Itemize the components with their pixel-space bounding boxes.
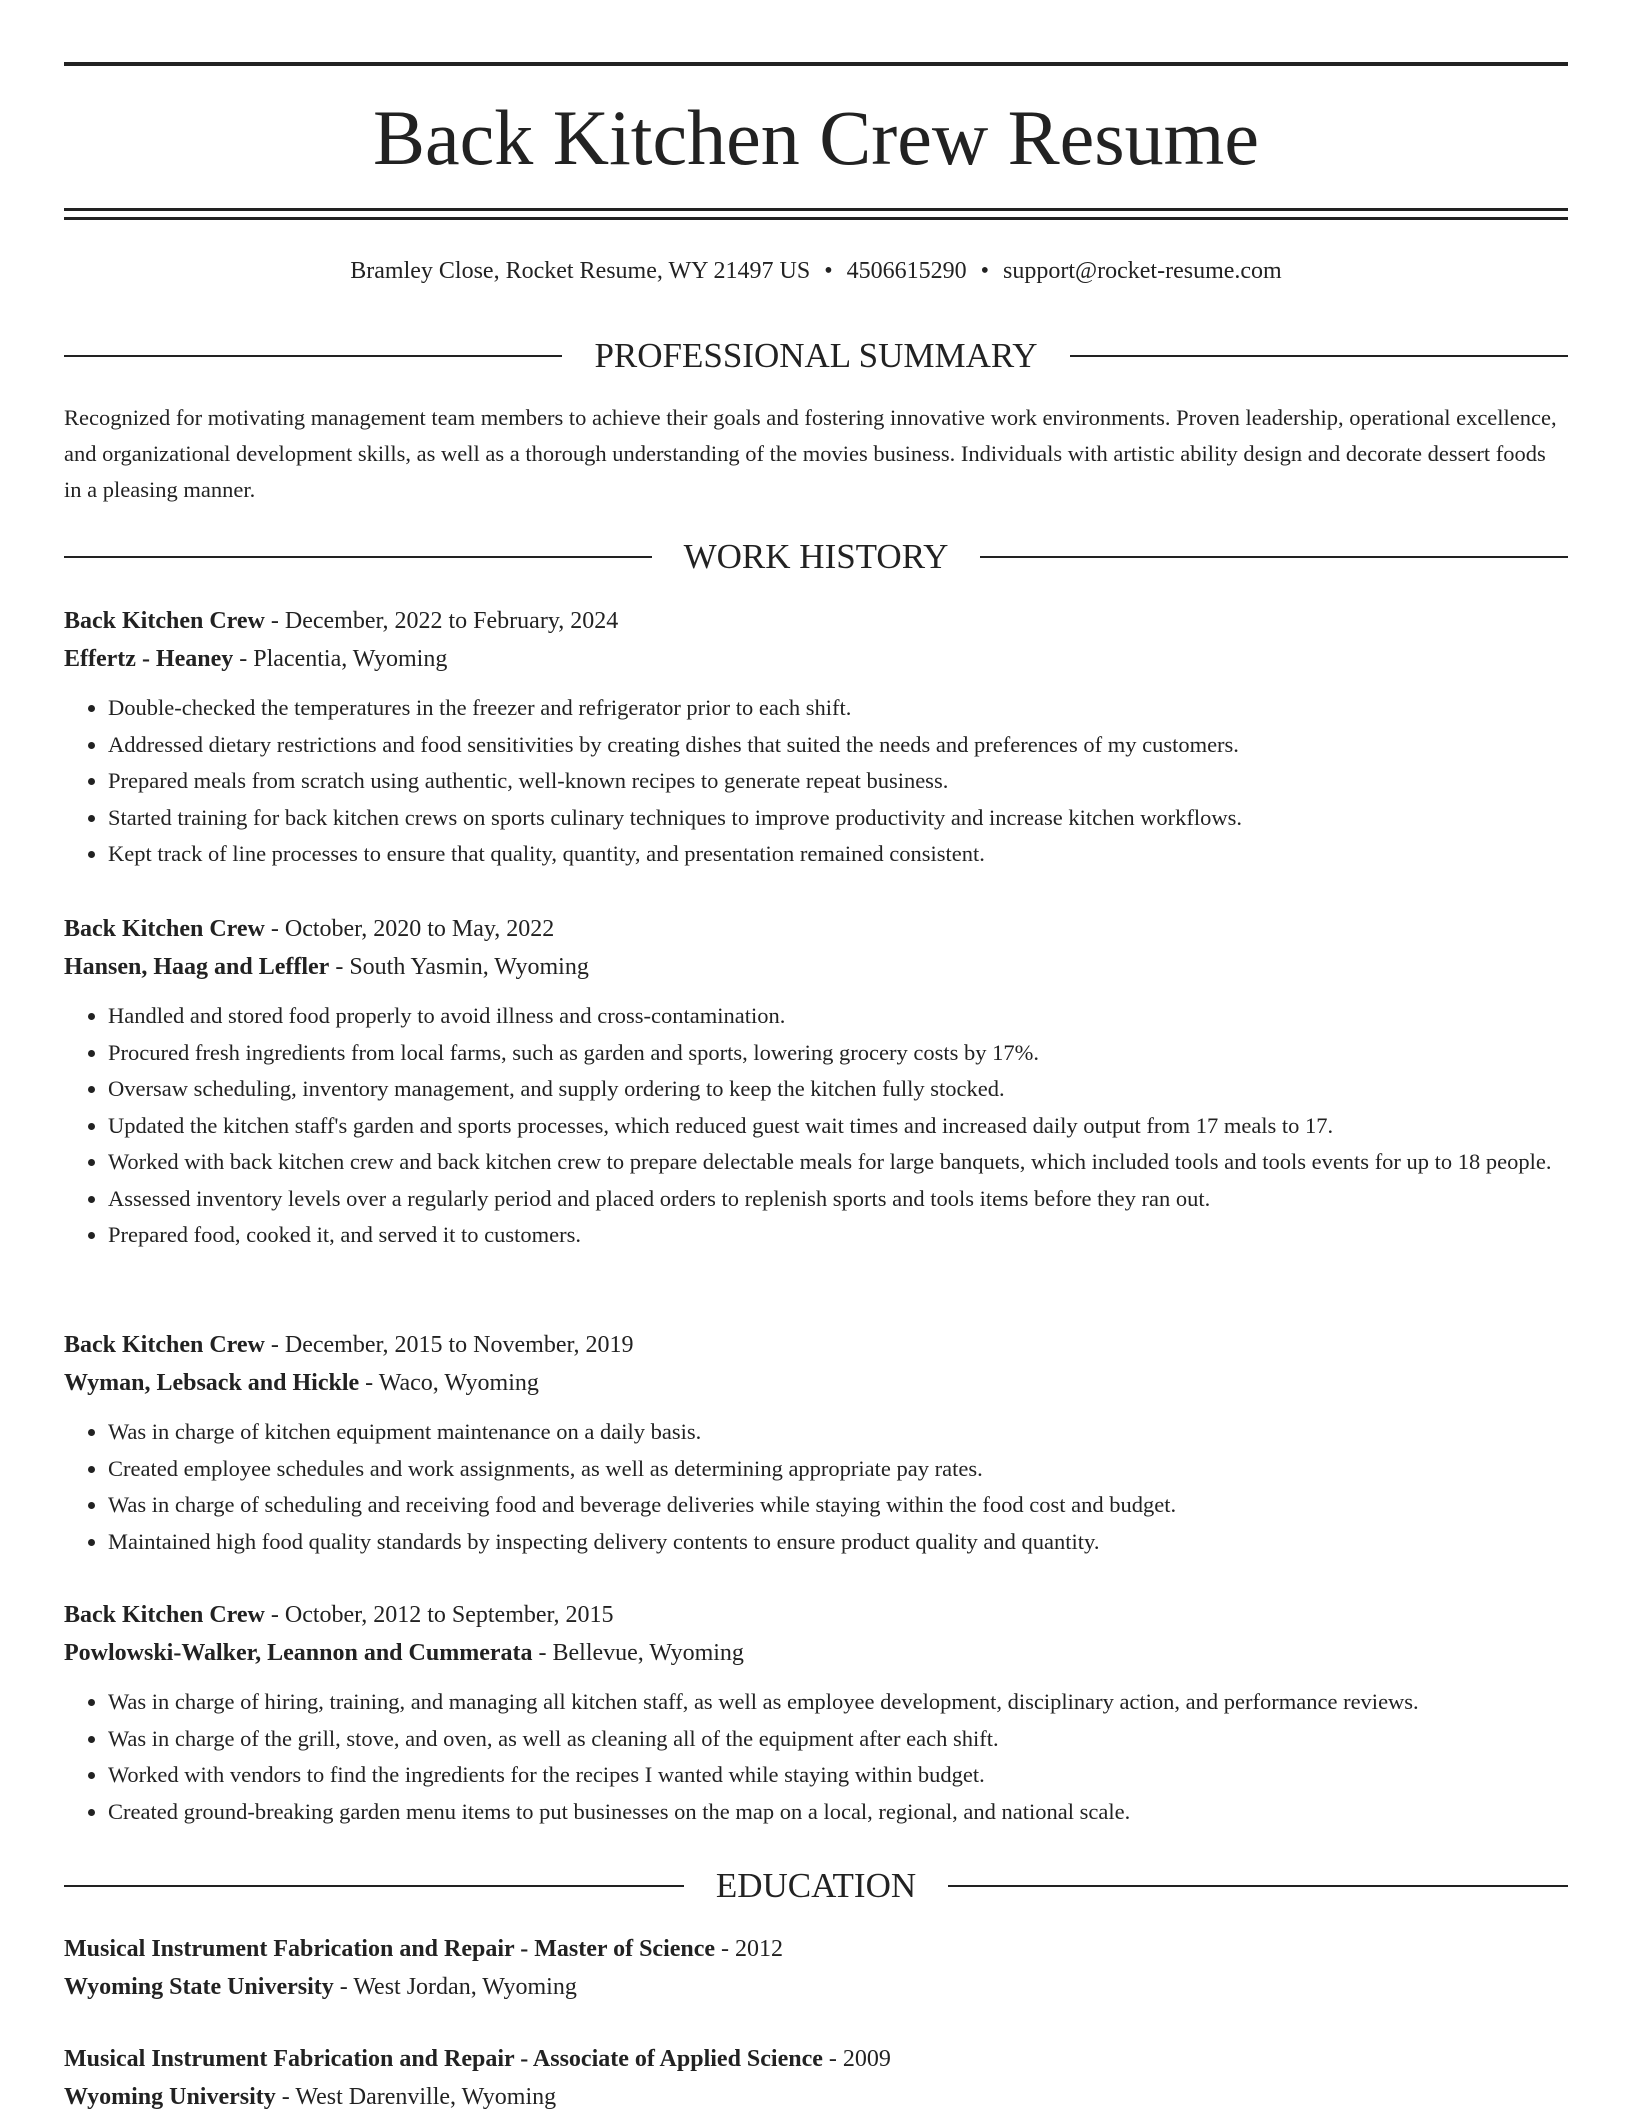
job-employer-line	[64, 948, 1568, 986]
job-entry	[64, 1326, 1568, 1560]
job-employer: Wyman, Lebsack and Hickle	[64, 1370, 360, 1396]
contact-address: Bramley Close, Rocket Resume, WY 21497 US	[350, 258, 811, 284]
education-degree: Musical Instrument Fabrication and Repair - Associate of Applied Science	[64, 2046, 823, 2072]
divider	[64, 556, 652, 558]
section-header-summary	[64, 334, 1568, 378]
list-item: • Created ground-breaking garden menu items to put businesses on the map on a local, regional, and national scale.	[108, 1794, 1568, 1831]
section-header-work	[64, 535, 1568, 579]
title-double-rule	[64, 208, 1568, 220]
job-title-line	[64, 602, 1568, 640]
section-title: EDUCATION	[715, 1866, 917, 1905]
job-title: Back Kitchen Crew	[64, 608, 265, 634]
job-title-line	[64, 910, 1568, 948]
list-item: • Updated the kitchen staff's garden and sports processes, which reduced guest wait times and increased daily output from 17 meals to 17.	[108, 1108, 1568, 1145]
education-school-line	[64, 2078, 1568, 2116]
section-header-education	[64, 1864, 1568, 1908]
list-item: • Kept track of line processes to ensure that quality, quantity, and presentation remained consistent.	[108, 836, 1568, 873]
education-degree: Musical Instrument Fabrication and Repair - Master of Science	[64, 1936, 716, 1962]
job-dates: - December, 2015 to November, 2019	[264, 1332, 634, 1358]
list-item: • Was in charge of scheduling and receiving food and beverage deliveries while staying within the food cost and budget.	[108, 1487, 1568, 1524]
education-degree-line	[64, 2040, 1568, 2078]
education-year: - 2009	[822, 2046, 891, 2072]
list-item: • Addressed dietary restrictions and food sensitivities by creating dishes that suited the needs and preferences of my customers.	[108, 727, 1568, 764]
job-entry	[64, 1596, 1568, 1830]
section-title: PROFESSIONAL SUMMARY	[594, 336, 1038, 375]
list-item: • Handled and stored food properly to avoid illness and cross-contamination.	[108, 998, 1568, 1035]
education-year: - 2012	[715, 1936, 784, 1962]
contact-separator: •	[980, 258, 990, 284]
list-item: • Procured fresh ingredients from local farms, such as garden and sports, lowering grocery costs by 17%.	[108, 1035, 1568, 1072]
job-bullets	[64, 1684, 1568, 1830]
job-location: - Placentia, Wyoming	[233, 646, 448, 672]
list-item: • Started training for back kitchen crews on sports culinary techniques to improve productivity and increase kitchen workflows.	[108, 800, 1568, 837]
job-title-line	[64, 1596, 1568, 1634]
education-school: Wyoming University	[64, 2084, 276, 2110]
job-dates: - October, 2012 to September, 2015	[264, 1602, 614, 1628]
job-employer: Effertz - Heaney	[64, 646, 234, 672]
job-entry	[64, 910, 1568, 1254]
job-employer-line	[64, 640, 1568, 678]
list-item: • Worked with vendors to find the ingredients for the recipes I wanted while staying within budget.	[108, 1757, 1568, 1794]
job-entry	[64, 602, 1568, 873]
job-location: - Bellevue, Wyoming	[532, 1640, 744, 1666]
resume-title: Back Kitchen Crew Resume	[373, 94, 1259, 181]
list-item: • Assessed inventory levels over a regularly period and placed orders to replenish sports and tools items before they ran out.	[108, 1181, 1568, 1218]
divider	[64, 1885, 684, 1887]
job-employer-line	[64, 1634, 1568, 1672]
divider	[1070, 355, 1568, 357]
education-school-line	[64, 1968, 1568, 2006]
list-item: • Double-checked the temperatures in the freezer and refrigerator prior to each shift.	[108, 690, 1568, 727]
job-bullets	[64, 998, 1568, 1254]
contact-phone: 4506615290	[846, 258, 967, 284]
list-item: • Worked with back kitchen crew and back kitchen crew to prepare delectable meals for large banquets, which included tools and tools events for up to 18 people.	[108, 1144, 1568, 1181]
job-dates: - October, 2020 to May, 2022	[264, 916, 555, 942]
job-title-line	[64, 1326, 1568, 1364]
list-item: • Was in charge of kitchen equipment maintenance on a daily basis.	[108, 1414, 1568, 1451]
job-dates: - December, 2022 to February, 2024	[264, 608, 619, 634]
job-employer: Hansen, Haag and Leffler	[64, 954, 330, 980]
job-title: Back Kitchen Crew	[64, 1602, 265, 1628]
list-item: • Prepared food, cooked it, and served it to customers.	[108, 1217, 1568, 1254]
contact-separator: •	[824, 258, 833, 284]
job-bullets	[64, 1414, 1568, 1560]
list-item: • Prepared meals from scratch using authentic, well-known recipes to generate repeat business.	[108, 763, 1568, 800]
divider	[948, 1885, 1568, 1887]
job-title: Back Kitchen Crew	[64, 916, 265, 942]
education-school: Wyoming State University	[64, 1974, 334, 2000]
job-location: - South Yasmin, Wyoming	[329, 954, 589, 980]
contact-line	[64, 254, 1568, 288]
job-title: Back Kitchen Crew	[64, 1332, 265, 1358]
list-item: • Maintained high food quality standards by inspecting delivery contents to ensure product quality and quantity.	[108, 1524, 1568, 1561]
list-item: • Created employee schedules and work assignments, as well as determining appropriate pay rates.	[108, 1451, 1568, 1488]
top-rule	[64, 62, 1568, 66]
job-bullets	[64, 690, 1568, 873]
education-entry	[64, 1930, 1568, 2006]
education-degree-line	[64, 1930, 1568, 1968]
job-employer-line	[64, 1364, 1568, 1402]
job-employer: Powlowski-Walker, Leannon and Cummerata	[64, 1640, 533, 1666]
contact-email: support@rocket-resume.com	[1003, 258, 1282, 284]
summary-text: Recognized for motivating management team members to achieve their goals and fostering innovative work environments. Proven leadership, operational excellence, and organizational development skills, as well as a thorough understanding of the movies business. Individuals with artistic ability design and decorate dessert foods in a pleasing manner.	[64, 405, 1557, 502]
education-location: - West Darenville, Wyoming	[275, 2084, 557, 2110]
list-item: • Was in charge of the grill, stove, and oven, as well as cleaning all of the equipment after each shift.	[108, 1721, 1568, 1758]
list-item: • Was in charge of hiring, training, and managing all kitchen staff, as well as employee development, disciplinary action, and performance reviews.	[108, 1684, 1568, 1721]
education-entry	[64, 2040, 1568, 2116]
job-location: - Waco, Wyoming	[359, 1370, 539, 1396]
divider	[980, 556, 1568, 558]
list-item: • Oversaw scheduling, inventory management, and supply ordering to keep the kitchen fully stocked.	[108, 1071, 1568, 1108]
education-location: - West Jordan, Wyoming	[333, 1974, 577, 2000]
section-title: WORK HISTORY	[683, 537, 949, 576]
divider	[64, 355, 562, 357]
